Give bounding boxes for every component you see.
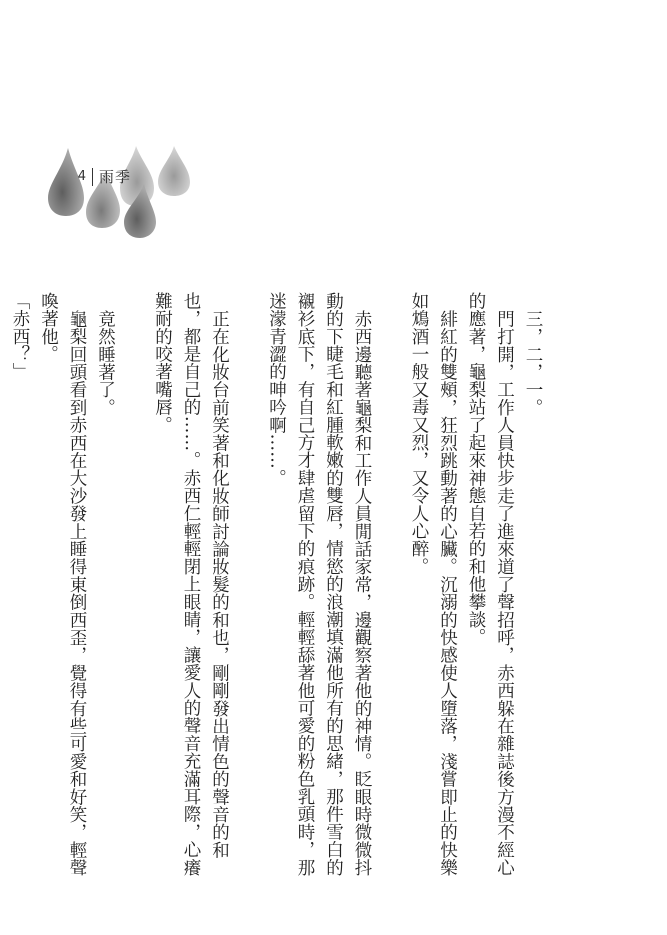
running-header [70,166,131,187]
header-divider [92,168,93,186]
page-number: 4 [77,169,86,184]
vertical-text-body [6,292,548,892]
raindrop-shape [158,146,190,196]
paragraph-spacer [120,292,149,310]
paragraph-spacer [234,292,263,310]
paragraph: 緋紅的雙頰，狂烈跳動著的心臟。沉溺的快感使人墮落，淺嘗即止的快樂如鴆酒一般又毒又烈，又令人心醉。 [409,292,458,876]
paragraph: 竟然睡著了。 [95,309,116,416]
paragraph: 三，二，一。 [523,309,543,416]
paragraph: 赤西邊聽著龜梨和工作人員閒話家常，邊觀察著他的神情。眨眼時微微抖動的下睫毛和紅腫軟嫩的雙唇，情慾的浪潮填滿他所有的思緒，那件雪白的襯衫底下，有自己方才肆虐留下的痕跡。輕輕舔著他可愛的粉色乳頭時，那迷濛青澀的呻吟啊……。 [266,292,372,877]
paragraph: 龜梨回頭看到赤西在大沙發上睡得東倒西歪，覺得有些可愛和好笑，輕聲喚著他。 [38,292,87,876]
paragraph-spacer [376,292,405,310]
paragraph: 正在化妝台前笑著和化妝師討論妝髮的和也，剛剛發出情色的聲音的和也，都是自己的……。赤西仁輕輕閉上眼睛，讓愛人的聲音充滿耳際，心癢難耐的咬著嘴唇。 [152,292,230,877]
paragraph: 門打開，工作人員快步走了進來道了聲招呼，赤西躲在雜誌後方漫不經心的應著，龜梨站了起來神態自若的和他攀談。 [466,292,515,876]
book-title: 雨季 [99,168,132,186]
raindrops-decoration [40,140,200,240]
paragraph: 「赤西？」 [10,292,30,381]
